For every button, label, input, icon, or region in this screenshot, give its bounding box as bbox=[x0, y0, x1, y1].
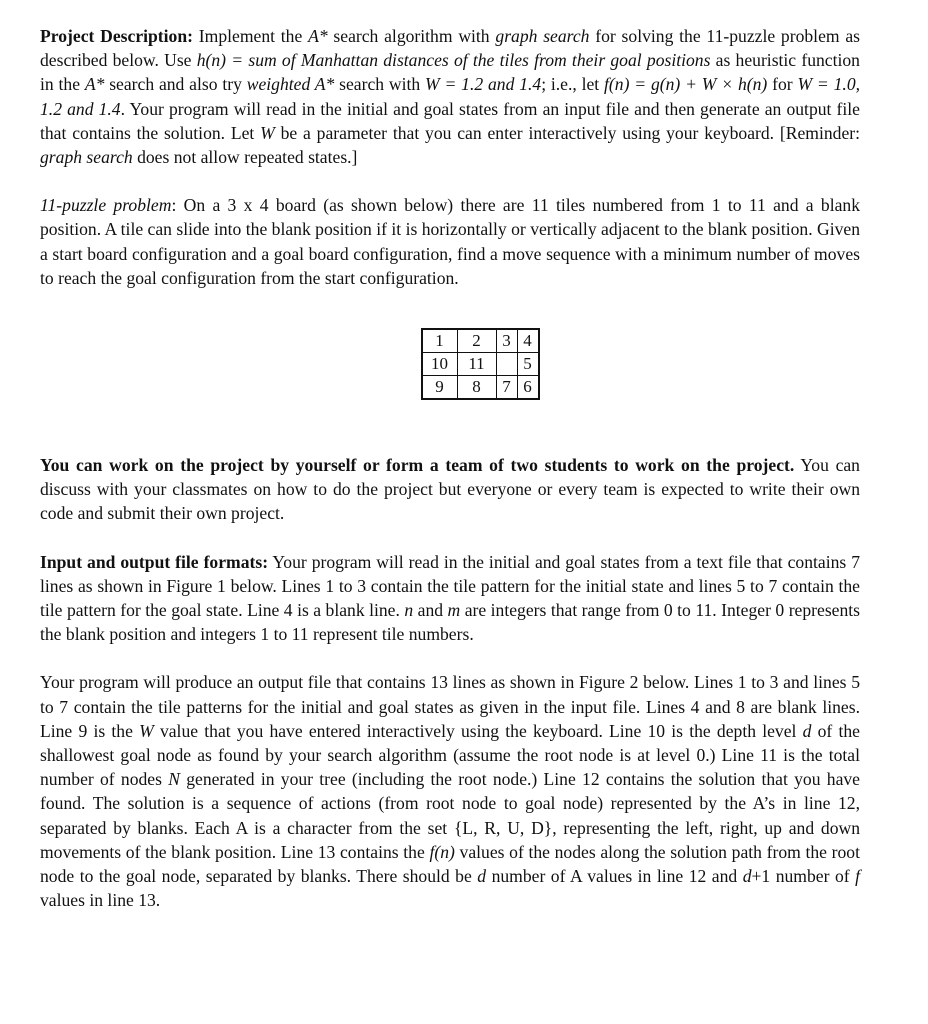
text: does not allow repeated states.] bbox=[132, 147, 358, 168]
output-format-paragraph bbox=[40, 670, 860, 912]
board-cell: 7 bbox=[496, 376, 517, 400]
text: search algorithm with bbox=[327, 26, 496, 46]
text: Your program will read in the initial and goal states from a text file that contains 7 lines as shown in Figure 1 below. Lines 1 to 3 contain the tile pattern for the initial state and lines 5 to 7 contain the tile pattern for the goal state. Line 4 is a blank line. bbox=[40, 551, 860, 621]
text: values in line 13. bbox=[40, 890, 161, 911]
emphasis-graph-search: graph search bbox=[495, 26, 590, 46]
math-w-values: W = 1.0, 1.2 and 1.4 bbox=[40, 74, 861, 119]
board-cell: 2 bbox=[457, 329, 496, 353]
math-N: N bbox=[168, 769, 180, 790]
puzzle-board bbox=[421, 328, 540, 400]
text: ; i.e., let bbox=[541, 74, 605, 95]
math-w: W bbox=[139, 720, 154, 741]
board-cell: 9 bbox=[422, 376, 458, 400]
math-w: W bbox=[260, 122, 275, 143]
math-d: d bbox=[802, 720, 812, 741]
text: Your program will produce an output file that contains 13 lines as shown in Figure 2 below. Lines 1 to 3 and lines 5 to 7 contain the tile patterns for the initial and goal states as given in the input file. Lines 4 and 8 are blank lines. Line 9 is the bbox=[40, 672, 860, 741]
math-astar: A* bbox=[308, 26, 328, 46]
board-cell: 1 bbox=[422, 329, 458, 353]
text: and bbox=[413, 600, 448, 621]
board-cell: 8 bbox=[457, 376, 496, 400]
math-w-values: W = 1.2 and 1.4 bbox=[424, 74, 542, 95]
board-cell: 10 bbox=[422, 353, 458, 376]
board-cell: 3 bbox=[496, 329, 517, 353]
text: for solving the 11-puzzle problem as described below. Use bbox=[40, 26, 860, 71]
board-cell-blank bbox=[496, 353, 517, 376]
team-bold-text: You can work on the project by yourself or form a team of two students to work on the project. bbox=[40, 455, 795, 476]
math-hn: h(n) = bbox=[196, 50, 249, 71]
math-fn: f(n) = g(n) + W × h(n) bbox=[604, 74, 768, 95]
text: : On a 3 x 4 board (as shown below) there are 11 tiles numbered from 1 to 11 and a blank position. A tile can slide into the blank position if it is horizontally or vertically adjacent to the blank position. Given a start board configuration and a goal board configuration, find a move sequence with a minimum number of moves to reach the goal configuration from the start configuration. bbox=[40, 195, 860, 288]
text: value that you have entered interactively using the keyboard. Line 10 is the depth level bbox=[153, 720, 803, 741]
math-fn: f(n) bbox=[429, 841, 455, 862]
emphasis-weighted-astar: weighted A* bbox=[246, 74, 335, 95]
board-row bbox=[422, 376, 539, 400]
text: for bbox=[767, 74, 798, 95]
board-cell: 5 bbox=[517, 353, 539, 376]
file-formats-label: Input and output file formats: bbox=[40, 551, 269, 572]
math-n: n bbox=[404, 600, 414, 621]
text: generated in your tree (including the root node.) Line 12 contains the solution that you have found. The solution is a sequence of actions (from root node to goal node) represented by the A’s in line 12, separated by blanks. Each A is a character from the set {L, R, U, D}, representing the left, right, up and down movements of the blank position. Line 13 contains the bbox=[40, 769, 860, 862]
puzzle-problem-paragraph bbox=[40, 193, 860, 290]
team-paragraph bbox=[40, 453, 860, 526]
board-cell: 6 bbox=[517, 376, 539, 400]
document-page bbox=[40, 24, 860, 912]
math-d: d bbox=[477, 866, 487, 887]
board-row bbox=[422, 329, 539, 353]
puzzle-problem-label: 11-puzzle problem bbox=[40, 195, 172, 216]
text: search with bbox=[334, 74, 425, 95]
text: number of A values in line 12 and bbox=[486, 866, 743, 887]
text: Implement the bbox=[193, 26, 309, 46]
board-cell: 11 bbox=[457, 353, 496, 376]
project-description-label: Project Description: bbox=[40, 26, 193, 46]
file-formats-paragraph bbox=[40, 550, 860, 647]
emphasis-graph-search: graph search bbox=[40, 147, 133, 168]
text: . Your program will read in the initial and goal states from an input file and then generate an output file that contains the solution. Let bbox=[40, 98, 860, 143]
board-figure bbox=[100, 328, 860, 400]
text: values of the nodes along the solution path from the root node to the goal node, separated by blanks. There should be bbox=[40, 841, 860, 887]
text: be a parameter that you can enter interactively using your keyboard. [Reminder: bbox=[274, 122, 861, 143]
text: of the shallowest goal node as found by your search algorithm (assume the root node is at level 0.) Line 11 is the total number of nodes bbox=[40, 720, 860, 790]
text: +1 number of bbox=[751, 866, 856, 887]
project-description-paragraph bbox=[40, 24, 860, 169]
text: as heuristic function in the bbox=[40, 50, 860, 95]
math-d: d bbox=[742, 866, 752, 887]
text: search and also try bbox=[104, 74, 247, 95]
board-cell: 4 bbox=[517, 329, 539, 353]
board-row bbox=[422, 353, 539, 376]
emphasis-heuristic: sum of Manhattan distances of the tiles from their goal positions bbox=[248, 50, 711, 71]
math-m: m bbox=[447, 600, 461, 621]
text: are integers that range from 0 to 11. Integer 0 represents the blank position and integers 1 to 11 represent tile numbers. bbox=[40, 600, 861, 645]
math-astar: A* bbox=[84, 74, 105, 95]
text: You can discuss with your classmates on how to do the project but everyone or every team is expected to write their own code and submit their own project. bbox=[40, 455, 860, 524]
math-f: f bbox=[855, 866, 860, 887]
